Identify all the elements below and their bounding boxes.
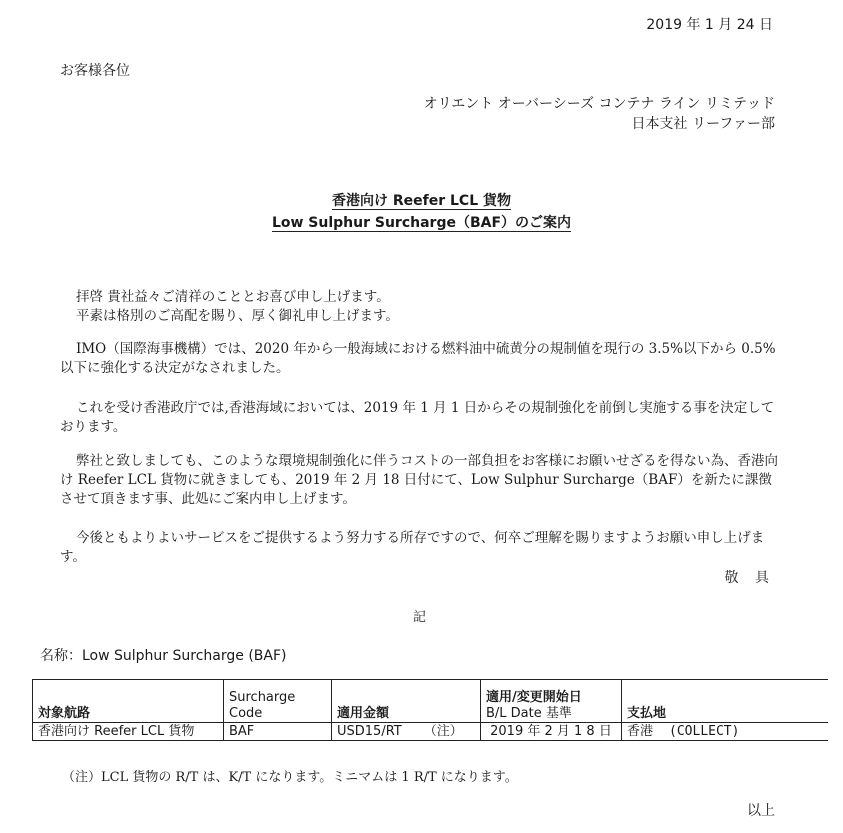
- greeting-line-1: 拝啓 貴社益々ご清祥のこととお喜び申し上げます。: [76, 289, 390, 305]
- surcharge-table: [32, 679, 828, 741]
- cell-route: 香港向け Reefer LCL 貨物: [33, 723, 224, 741]
- payment-note: (COLLECT): [669, 724, 740, 739]
- paragraph-imo: IMO（国際海事機構）では、2020 年から一般海域における燃料油中硫黄分の規制値を現行の 3.5%以下から 0.5%以下に強化する決定がなされました。: [60, 341, 776, 376]
- paragraph-surcharge: 弊社と致しましても、このような環境規制強化に伴うコストの一部負担をお客様にお願いせざるを得ない為、香港向け Reefer LCL 貨物に就きましても、2019 年 2 月 18 日付にて、Low Sulphur Surcharge（BAF）を新たに課徴させて頂きます事、此処にご案内申し上げます。: [60, 453, 778, 507]
- table-row: [33, 723, 829, 741]
- header-code: Surcharge Code: [224, 680, 332, 723]
- header-amount: 適用金額: [332, 680, 481, 723]
- cell-code: BAF: [224, 723, 332, 741]
- cell-start-date: 2019 年 2 月 1 8 日: [481, 723, 622, 741]
- subject-block: [0, 190, 843, 234]
- cell-payment: 香港 (COLLECT): [622, 723, 829, 741]
- sender-company: オリエント オーバーシーズ コンテナ ライン リミテッド: [423, 96, 775, 112]
- cell-amount: USD15/RT （注）: [332, 723, 481, 741]
- paragraph-hongkong: これを受け香港政庁では,香港海域においては、2019 年 1 月 1 日からその規制強化を前倒し実施する事を決定しております。: [60, 400, 775, 435]
- greeting-line-2: 平素は格別のご高配を賜り、厚く御礼申し上げます。: [76, 308, 399, 324]
- table-header-row: [33, 680, 829, 723]
- amount-note: （注）: [423, 724, 463, 739]
- surcharge-name: 名称：Low Sulphur Surcharge (BAF): [40, 648, 287, 664]
- footnote: （注）LCL 貨物の R/T は、K/T になります。ミニマムは 1 R/T になります。: [62, 770, 518, 785]
- header-payment: 支払地: [622, 680, 829, 723]
- header-start-date: 適用/変更開始日 B/L Date 基準: [481, 680, 622, 723]
- subject-line-1: 香港向け Reefer LCL 貨物: [332, 193, 511, 209]
- sender-block: [424, 94, 775, 134]
- sender-department: 日本支社 リーファー部: [631, 116, 775, 132]
- ki-mark: 記: [413, 610, 427, 625]
- closing-keigu: 敬 具: [724, 570, 775, 586]
- paragraph-closing: 今後ともよりよいサービスをご提供するよう努力する所存ですので、何卒ご理解を賜りますようお願い申し上げます。: [60, 530, 765, 565]
- addressee: お客様各位: [60, 63, 130, 79]
- paragraph-greeting: [60, 288, 780, 326]
- letter-date: 2019 年 1 月 24 日: [646, 17, 773, 33]
- end-mark: 以上: [747, 803, 775, 819]
- header-route: 対象航路: [33, 680, 224, 723]
- subject-line-2: Low Sulphur Surcharge（BAF）のご案内: [271, 215, 572, 231]
